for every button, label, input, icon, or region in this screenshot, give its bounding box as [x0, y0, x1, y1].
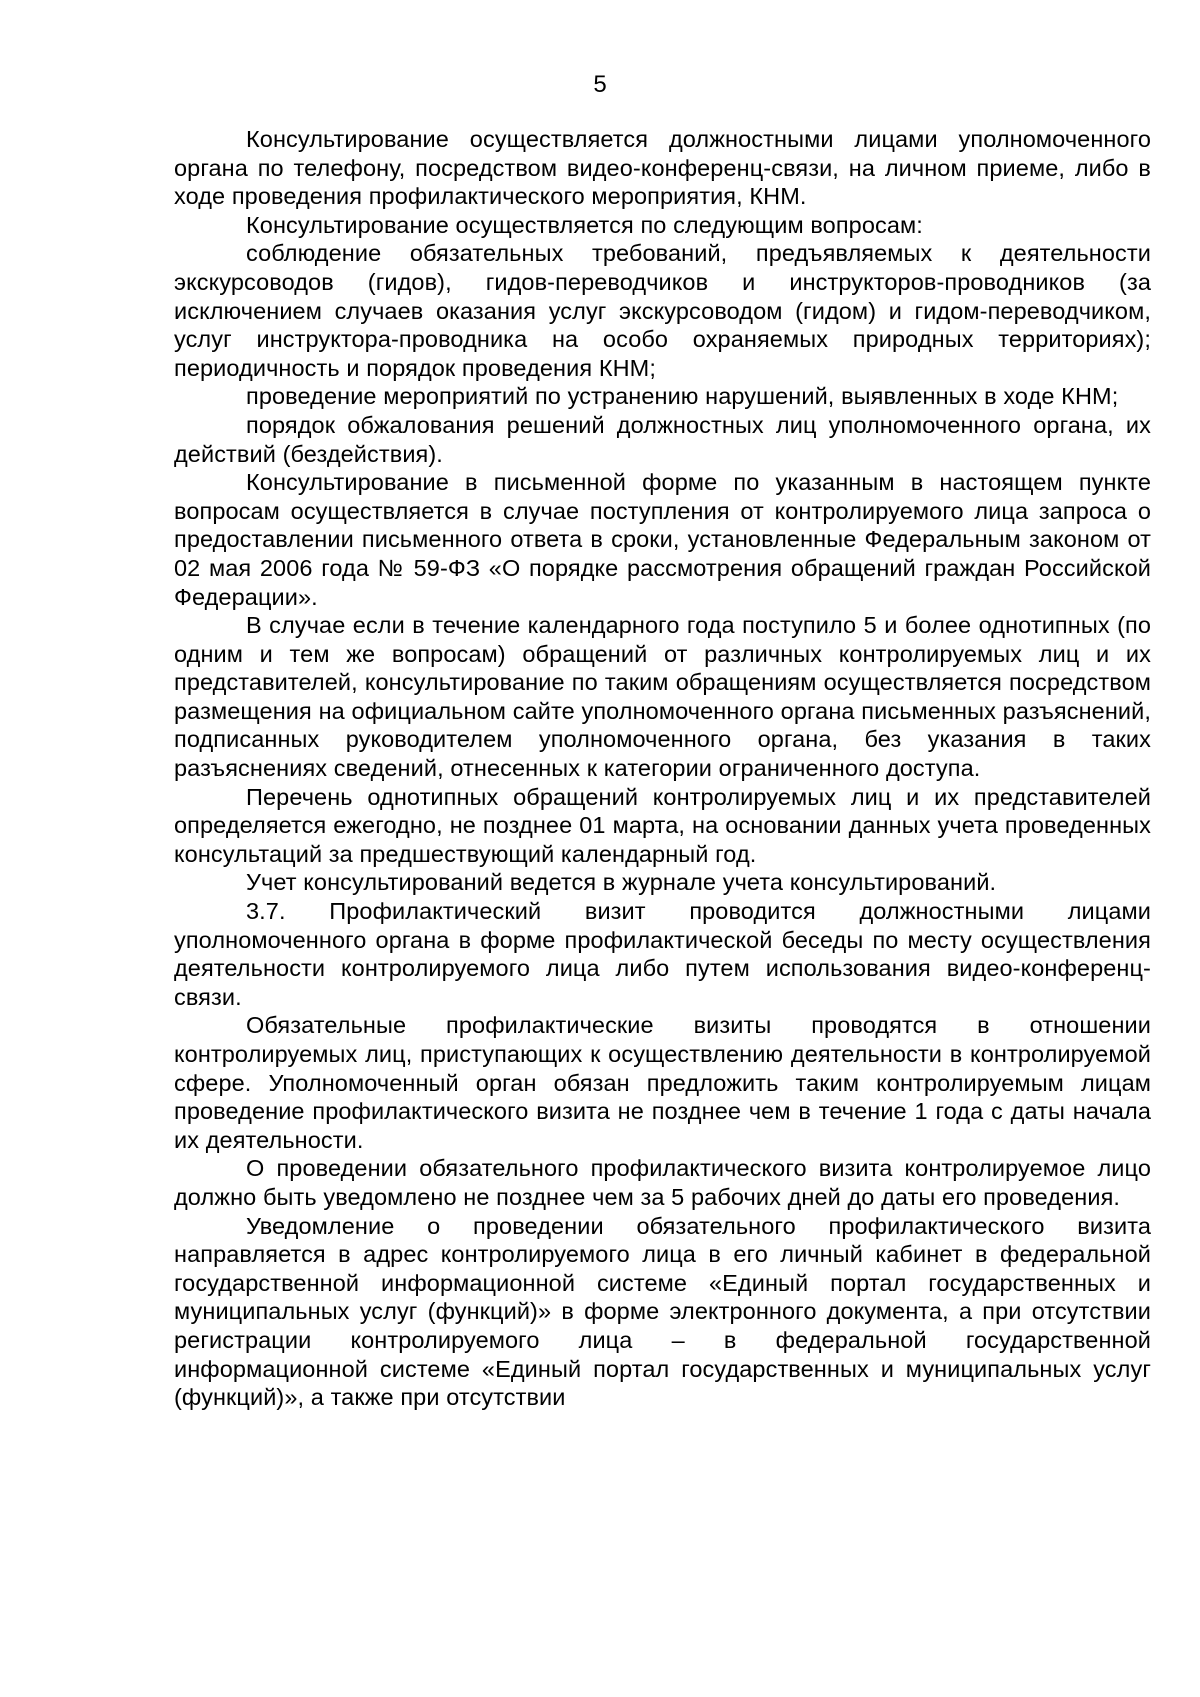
paragraph-section-3-7: 3.7. Профилактический визит проводится должностными лицами уполномоченного органа в форме профилактической беседы по месту осуществления деятельности контролируемого лица либо путем использования видео-конференц-связи.: [174, 898, 1151, 1010]
paragraph-visit-notice-deadline: О проведении обязательного профилактического визита контролируемое лицо должно быть уведомлено не позднее чем за 5 рабочих дней до даты его проведения.: [174, 1155, 1151, 1210]
paragraph-consulting-topics-intro: Консультирование осуществляется по следующим вопросам:: [246, 211, 923, 238]
paragraph-topic-violations: проведение мероприятий по устранению нарушений, выявленных в ходе КНМ;: [246, 383, 1119, 410]
paragraph-topic-appeals: порядок обжалования решений должностных лиц уполномоченного органа, их действий (бездействия).: [174, 411, 1151, 467]
paragraph-topic-requirements: соблюдение обязательных требований, предъявляемых к деятельности экскурсоводов (гидов), гидов-переводчиков и инструкторов-проводников (за исключением случаев оказания услуг экскурсоводом (гидом) и гидом-переводчиком, услуг инструктора-проводника на особо охраняемых природных территориях); периодичность и порядок проведения КНМ;: [174, 240, 1151, 381]
document-body: [174, 125, 1151, 1412]
paragraph-consulting-log: Учет консультирований ведется в журнале учета консультирований.: [246, 869, 997, 896]
page-number: 5: [593, 71, 607, 98]
paragraph-requests-list: Перечень однотипных обращений контролируемых лиц и их представителей определяется ежегодно, не позднее 01 марта, на основании данных учета проведенных консультаций за предшествующий календарный год.: [174, 783, 1151, 867]
paragraph-similar-requests: В случае если в течение календарного года поступило 5 и более однотипных (по одним и тем же вопросам) обращений от различных контролируемых лиц и их представителей, консультирование по таким обращениям осуществляется посредством размещения на официальном сайте уполномоченного органа письменных разъяснений, подписанных руководителем уполномоченного органа, без указания в таких разъяснениях сведений, отнесенных к категории ограниченного доступа.: [174, 612, 1151, 782]
paragraph-visit-notification: Уведомление о проведении обязательного профилактического визита направляется в адрес контролируемого лица в его личный кабинет в федеральной государственной информационной системе «Единый портал государственных и муниципальных услуг (функций)» в форме электронного документа, а при отсутствии регистрации контролируемого лица – в федеральной государственной информационной системе «Единый портал государственных и муниципальных услуг (функций)», а также при отсутствии: [174, 1212, 1151, 1411]
paragraph-consulting-methods: Консультирование осуществляется должностными лицами уполномоченного органа по телефону, посредством видео-конференц-связи, на личном приеме, либо в ходе проведения профилактического мероприятия, КНМ.: [174, 126, 1151, 210]
paragraph-written-consulting: Консультирование в письменной форме по указанным в настоящем пункте вопросам осуществляется в случае поступления от контролируемого лица запроса о предоставлении письменного ответа в сроки, установленные Федеральным законом от 02 мая 2006 года № 59-ФЗ «О порядке рассмотрения обращений граждан Российской Федерации».: [174, 469, 1151, 610]
paragraph-mandatory-visits: Обязательные профилактические визиты проводятся в отношении контролируемых лиц, приступающих к осуществлению деятельности в контролируемой сфере. Уполномоченный орган обязан предложить таким контролируемым лицам проведение профилактического визита не позднее чем в течение 1 года с даты начала их деятельности.: [174, 1012, 1151, 1153]
